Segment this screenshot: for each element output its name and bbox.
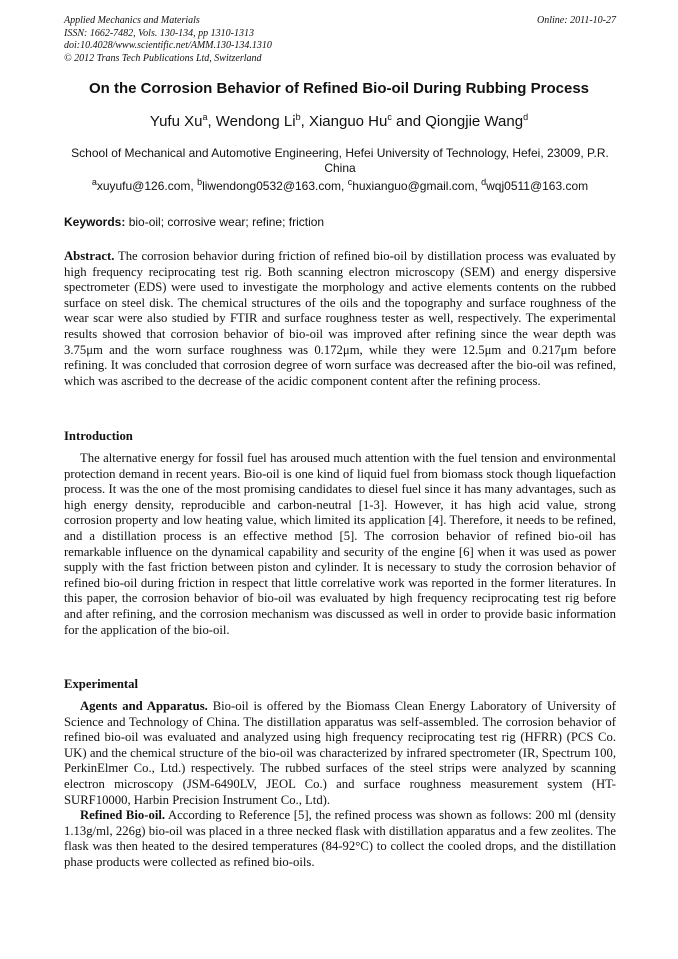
- refined-bio-oil-paragraph: [64, 808, 616, 870]
- affiliation: School of Mechanical and Automotive Engineering, Hefei University of Technology, Hefei, 23009, P.R. China: [71, 146, 609, 175]
- keywords-label: Keywords:: [64, 215, 126, 229]
- email-superscript: c: [347, 177, 353, 187]
- email-address[interactable]: wqj0511@163.com: [486, 179, 589, 193]
- abstract: [64, 249, 616, 389]
- email-address[interactable]: xuyufu@126.com: [96, 179, 191, 193]
- agents-apparatus-text: Bio-oil is offered by the Biomass Clean Energy Laboratory of University of Science and Technology of China. The distillation apparatus was self-assembled. The corrosion behavior of refined bio-oil was evaluated and analyzed using high frequency reciprocating test rig (HFRR) (PCS Co. UK) and the chemical structure of the bio-oil was characterized by infrared spectrometer (IR, Spectrum 100, PerkinElmer Co., Ltd.) respectively. The rubbed surfaces of the steel strips were analyzed by scanning electron microscopy (JSM-6490LV, JEOL Co.) and surface roughness measurement system (HT-SURF10000, Harbin Precision Instrument Co., Ltd).: [64, 699, 616, 807]
- introduction-paragraph: The alternative energy for fossil fuel has aroused much attention with the fuel tension and environmental protection demand in recent years. Bio-oil is one kind of liquid fuel from biomass stock though liquefaction process. It was the one of the most promising candidates to diesel fuel since it has many advantages, such as high energy density, reproducible and carbon-neutral [1-3]. However, it has high acid value, strong corrosion property and low heating value, which limited its application [4]. Therefore, it needs to be refined, and a distillation process is an effective method [5]. The corrosion behavior of refined bio-oil has remarkable influence on the dynamical capability and security of the engine [6] when it was used as power supply with the fast friction between piston and cylinder. It is necessary to study the corrosion behavior of refined bio-oil during friction in respect that little correlative work was reported in the former literatures. In this paper, the corrosion behavior of bio-oil was evaluated by high frequency reciprocating test rig before and after refining, and the corrosion mechanism was discussed as well in order to provide basic information for the application of the bio-oil.: [64, 451, 616, 637]
- email-superscript: d: [481, 177, 487, 187]
- author-name: Xianguo Hu: [308, 113, 388, 130]
- refined-bio-oil-text: According to Reference [5], the refined process was shown as follows: 200 ml (density 1.13g/ml, 226g) bio-oil was placed in a three necked flask with distillation apparatus and a few zeolites. The flask was then heated to the desired temperatures (84-92°C) to collect the cooled drops, and the distillation phase products were collected as refined bio-oils.: [64, 808, 616, 869]
- author-superscript: b: [295, 112, 301, 122]
- refined-bio-oil-label: Refined Bio-oil.: [80, 808, 166, 823]
- abstract-text: The corrosion behavior during friction of refined bio-oil by distillation process was evaluated by high frequency reciprocating test rig. Both scanning electron microscopy (SEM) and energy dispersive spectrometer (EDS) were used to investigate the morphology and active elements contents on the rubbed surface on steel disk. The chemical structures of the oils and the topography and surface roughness of the wear scar were also studied by FTIR and surface roughness tester as well, respectively. The experimental results showed that corrosion behavior of bio-oil was improved after refining since the wear depth was 3.75μm and the worn surface roughness was 0.172μm, while they were 12.5μm and 0.217μm before refining. It was concluded that corrosion degree of worn surface was decreased after the bio-oil was refined, which was ascribed to the decrease of the acidic component content after the refining process.: [64, 249, 616, 388]
- abstract-paragraph: [64, 249, 616, 389]
- keywords-text: bio-oil; corrosive wear; refine; friction: [125, 215, 325, 229]
- experimental-section: [64, 699, 616, 871]
- email-address[interactable]: liwendong0532@163.com: [202, 179, 342, 193]
- journal-doi: doi:10.4028/www.scientific.net/AMM.130-134.1310: [64, 40, 272, 51]
- author-separator: ,: [207, 113, 216, 130]
- author-name: Wendong Li: [215, 113, 296, 130]
- author-name: Yufu Xu: [149, 113, 203, 130]
- journal-copyright: © 2012 Trans Tech Publications Ltd, Switzerland: [64, 52, 262, 64]
- author-separator: ,: [300, 113, 309, 130]
- author-superscript: d: [523, 112, 529, 122]
- paper-title: On the Corrosion Behavior of Refined Bio-oil During Rubbing Process: [88, 80, 590, 97]
- email-separator: ,: [474, 179, 482, 193]
- online-date: Online: 2011-10-27: [537, 15, 616, 26]
- email-superscript: b: [197, 177, 203, 187]
- introduction-heading: Introduction: [64, 429, 133, 443]
- email-superscript: a: [91, 177, 97, 187]
- introduction-section: [64, 451, 616, 638]
- email-address[interactable]: huxianguo@gmail.com: [352, 179, 475, 193]
- abstract-label: Abstract.: [64, 249, 115, 263]
- agents-apparatus-label: Agents and Apparatus.: [80, 699, 208, 713]
- experimental-heading: Experimental: [64, 677, 139, 691]
- keywords: [64, 215, 616, 230]
- agents-apparatus-paragraph: [64, 699, 616, 808]
- email-separator: ,: [341, 179, 348, 193]
- author-superscript: a: [202, 112, 208, 122]
- journal-issn: ISSN: 1662-7482, Vols. 130-134, pp 1310-1313: [64, 27, 254, 39]
- author-superscript: c: [387, 112, 392, 122]
- email-list: [64, 179, 616, 194]
- journal-name: Applied Mechanics and Materials: [64, 15, 200, 26]
- journal-header: [64, 15, 616, 65]
- author-list: [40, 112, 638, 132]
- author-name: Qiongjie Wang: [425, 113, 524, 130]
- email-separator: ,: [190, 179, 198, 193]
- author-separator: and: [391, 113, 426, 130]
